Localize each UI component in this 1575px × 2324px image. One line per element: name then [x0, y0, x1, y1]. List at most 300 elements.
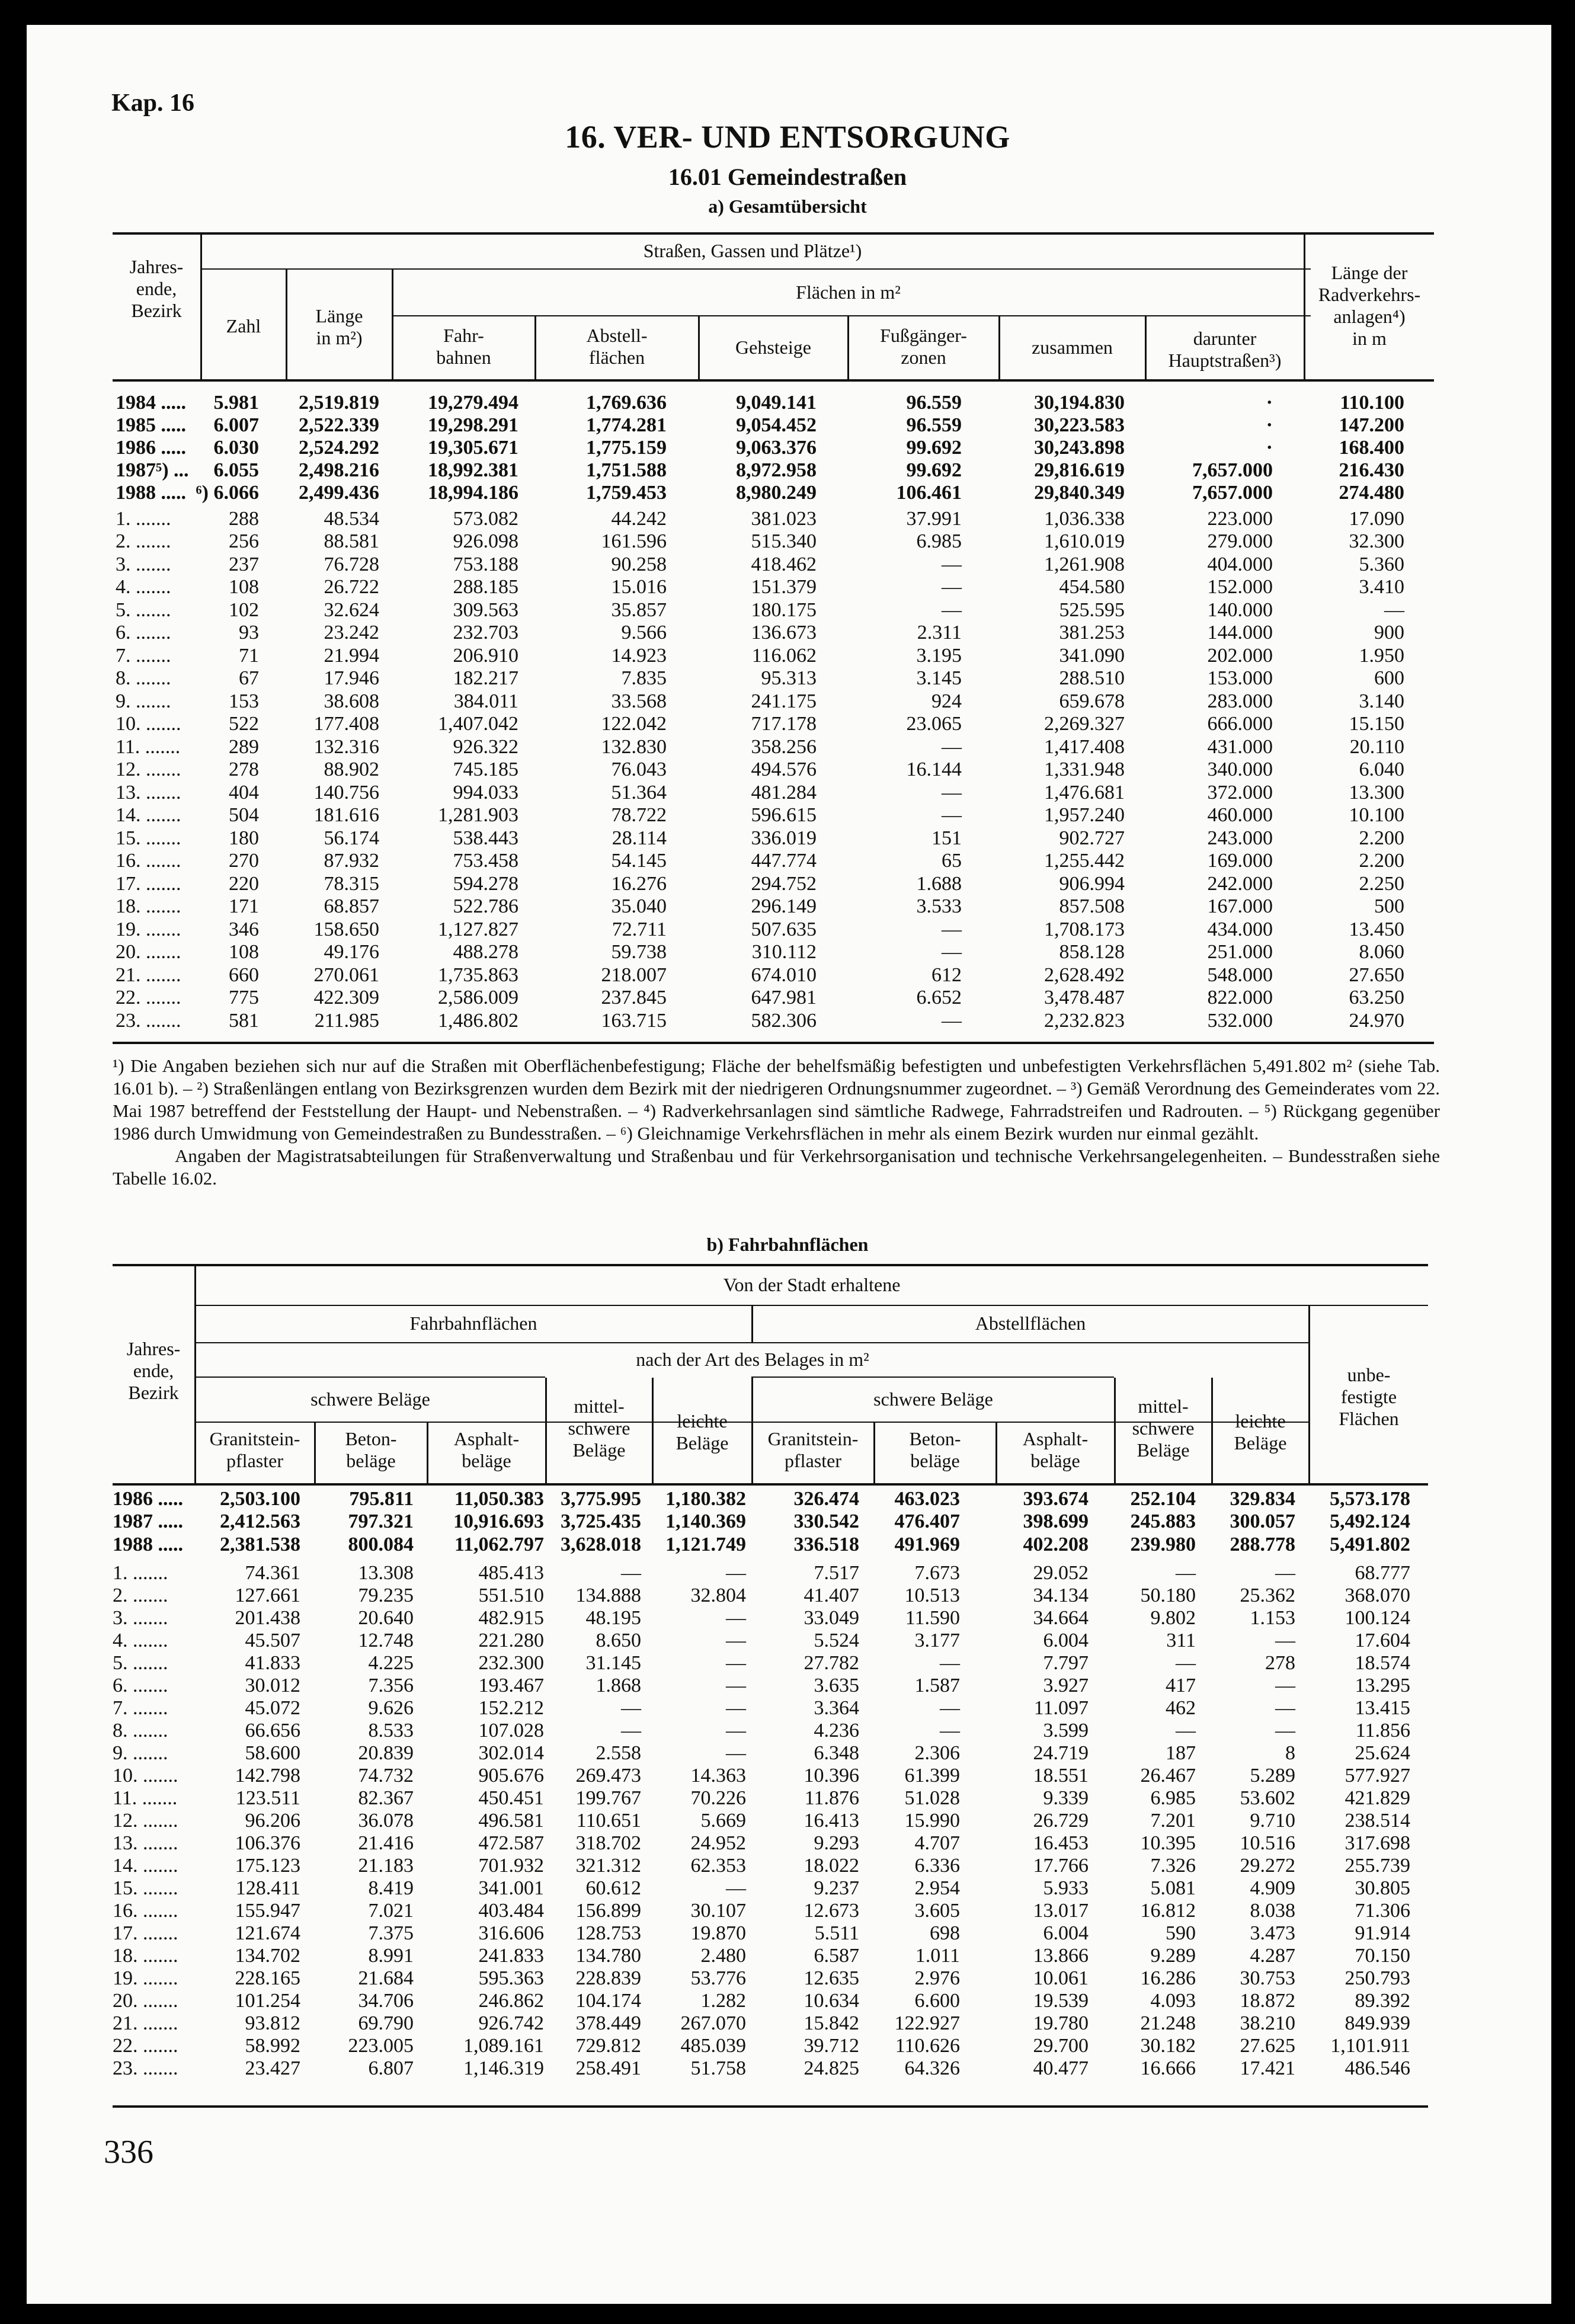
row-label: 1985 .....	[116, 414, 186, 436]
table-cell: 13.295	[1355, 1675, 1410, 1696]
table-row	[0, 507, 1575, 530]
table-cell: 288.185	[453, 576, 518, 598]
table-cell: 9.802	[1150, 1607, 1196, 1629]
table-cell: 393.674	[1023, 1488, 1089, 1510]
table-cell: ⁶) 6.066	[196, 482, 259, 504]
table-cell: 167.000	[1207, 895, 1273, 917]
table-cell: 16.276	[611, 873, 667, 895]
table-cell: 9,063.376	[736, 437, 817, 459]
table-cell: 18.551	[1033, 1765, 1089, 1787]
row-label: 14. .......	[113, 1855, 178, 1877]
table-cell: 4.236	[814, 1720, 859, 1742]
table-cell: 19.539	[1033, 1990, 1089, 2012]
table-cell: 6.336	[914, 1855, 960, 1877]
table-cell: 647.981	[751, 987, 817, 1009]
table-cell: 5.511	[814, 1922, 859, 1944]
table-cell: 434.000	[1207, 918, 1273, 940]
header-parking-areas: Abstellflächen	[975, 1313, 1086, 1334]
table-cell: 33.568	[611, 690, 667, 712]
table-cell: 106.376	[235, 1832, 300, 1854]
row-label: 9. .......	[113, 1742, 168, 1764]
table-cell: 187	[1166, 1742, 1196, 1764]
table-cell: 27.650	[1349, 964, 1404, 986]
table-row	[0, 553, 1575, 576]
table-cell: 18,994.186	[428, 482, 518, 504]
table-cell: 21.183	[358, 1855, 414, 1877]
table-cell: 278	[1265, 1652, 1295, 1674]
table-cell: 2,381.538	[220, 1534, 300, 1555]
table-cell: 660	[229, 964, 259, 986]
footnotes	[113, 1055, 1440, 1190]
table-cell: 27.782	[803, 1652, 859, 1674]
table-cell: 65	[942, 850, 962, 872]
table-cell: 6.985	[1150, 1787, 1196, 1809]
table-cell: 134.888	[575, 1584, 641, 1606]
row-label: 8. .......	[113, 1720, 168, 1742]
row-label: 2. .......	[116, 530, 171, 552]
table-cell: 171	[229, 895, 259, 917]
table-cell: 2.480	[700, 1945, 746, 1967]
table-cell: 460.000	[1207, 804, 1273, 826]
table-cell: 398.699	[1023, 1510, 1089, 1532]
table-cell: 1.153	[1250, 1607, 1295, 1629]
table-cell: 3.599	[1043, 1720, 1089, 1742]
table-cell: 30.753	[1240, 1967, 1295, 1989]
table-cell: 237	[229, 553, 259, 575]
table-cell: 177.408	[313, 713, 379, 735]
table-cell: 53.602	[1240, 1787, 1295, 1809]
table-cell: ·	[1266, 392, 1273, 414]
table-cell: 4.287	[1250, 1945, 1295, 1967]
table-cell: 20.839	[358, 1742, 414, 1764]
table-cell: 68.777	[1355, 1562, 1410, 1584]
table-cell: 491.969	[894, 1534, 960, 1555]
table-cell: 6.600	[914, 1990, 960, 2012]
table-cell: 8.038	[1250, 1900, 1295, 1922]
header-length: Länge in m²)	[315, 305, 363, 348]
table-cell: 11,050.383	[454, 1488, 544, 1510]
table-cell: 4.093	[1150, 1990, 1196, 2012]
table-cell: 74.732	[358, 1765, 414, 1787]
table-cell: 372.000	[1207, 782, 1273, 804]
table-cell: 147.200	[1339, 414, 1404, 436]
table-cell: —	[942, 941, 962, 963]
row-label: 22. .......	[113, 2035, 178, 2057]
table-cell: 3,628.018	[561, 1534, 641, 1555]
header-carriageway-areas: Fahrbahnflächen	[409, 1313, 537, 1334]
table-cell: 926.742	[478, 2012, 544, 2034]
table-cell: —	[942, 804, 962, 826]
table-cell: 4.225	[368, 1652, 414, 1674]
table-cell: 44.242	[611, 508, 667, 530]
table-cell: 582.306	[751, 1010, 817, 1032]
table-cell: 13.415	[1355, 1697, 1410, 1719]
row-label: 3. .......	[116, 553, 171, 575]
table-cell: 37.991	[906, 508, 962, 530]
table-cell: 994.033	[453, 782, 518, 804]
table-row	[0, 1533, 1575, 1556]
table-cell: 422.309	[313, 987, 379, 1009]
table-cell: 78.315	[324, 873, 379, 895]
table-cell: 140.756	[313, 782, 379, 804]
table-cell: 1,407.042	[438, 713, 518, 735]
table-cell: 316.606	[478, 1922, 544, 1944]
table-cell: 34.706	[358, 1990, 414, 2012]
table-cell: 279.000	[1207, 530, 1273, 552]
table-cell: 48.195	[585, 1607, 641, 1629]
table-cell: 590	[1166, 1922, 1196, 1944]
header-asphalt-2: Asphalt- beläge	[1022, 1428, 1089, 1471]
table-cell: 221.280	[478, 1630, 544, 1651]
table-cell: 6.030	[213, 437, 259, 459]
table-cell: 5.289	[1250, 1765, 1295, 1787]
table-cell: 6.652	[916, 987, 962, 1009]
table-cell: 64.326	[904, 2057, 960, 2079]
table-cell: —	[940, 1697, 960, 1719]
table-cell: 15.150	[1349, 713, 1404, 735]
table-cell: 30.012	[245, 1675, 300, 1696]
table-row	[0, 598, 1575, 622]
table-cell: 58.992	[245, 2035, 300, 2057]
table-cell: 2,522.339	[299, 414, 379, 436]
table-row	[0, 1009, 1575, 1032]
table-cell: 82.367	[358, 1787, 414, 1809]
table-cell: 1,261.908	[1044, 553, 1125, 575]
table-cell: —	[726, 1652, 746, 1674]
table-cell: 8	[1285, 1742, 1295, 1764]
table-cell: 2,269.327	[1044, 713, 1125, 735]
table-cell: 66.656	[245, 1720, 300, 1742]
table-cell: 140.000	[1207, 599, 1273, 621]
table-cell: 7.356	[368, 1675, 414, 1696]
table-row	[0, 1606, 1575, 1630]
table-cell: 121.674	[235, 1922, 300, 1944]
table-cell: 905.676	[478, 1765, 544, 1787]
header-parking: Abstell- flächen	[586, 325, 648, 368]
table-cell: 34.664	[1033, 1607, 1089, 1629]
table-cell: 5.360	[1359, 553, 1404, 575]
table-cell: 485.413	[478, 1562, 544, 1584]
table-cell: 110.651	[576, 1810, 641, 1832]
table-cell: 7.797	[1043, 1652, 1089, 1674]
table-cell: 90.258	[611, 553, 667, 575]
table-cell: 1,180.382	[665, 1488, 746, 1510]
row-label: 1986 .....	[113, 1488, 183, 1510]
table-cell: 10.516	[1240, 1832, 1295, 1854]
table-cell: 20.110	[1349, 736, 1404, 758]
table-cell: 252.104	[1130, 1488, 1196, 1510]
table-cell: 336.518	[793, 1534, 859, 1555]
table-cell: 462	[1166, 1697, 1196, 1719]
table-row	[0, 804, 1575, 827]
row-label: 19. .......	[113, 1967, 178, 1989]
table-cell: ·	[1266, 437, 1273, 459]
table-cell: 16.286	[1140, 1967, 1196, 1989]
table-cell: 404	[229, 782, 259, 804]
table-cell: 32.300	[1349, 530, 1404, 552]
row-label: 21. .......	[113, 2012, 178, 2034]
table-cell: —	[621, 1562, 641, 1584]
table-cell: 35.040	[611, 895, 667, 917]
table-cell: 238.514	[1344, 1810, 1410, 1832]
table-row	[0, 530, 1575, 553]
table-cell: 8.650	[596, 1630, 641, 1651]
table-cell: 93	[239, 622, 259, 644]
table-cell: 9,054.452	[736, 414, 817, 436]
table-row	[0, 621, 1575, 644]
table-cell: 3.195	[916, 645, 962, 667]
table-cell: 6.055	[213, 459, 259, 481]
table-cell: 1,127.827	[438, 918, 518, 940]
table-cell: 30.107	[690, 1900, 746, 1922]
footnote-text: ¹) Die Angaben beziehen sich nur auf die Straßen mit Oberflächenbefestigung; Fläche der behelfsmäßig befestigten und unbefestigten Verkehrsflächen 5,491.802 m² (siehe Tab. 16.01 b). – ²) Straßenlängen entlang von Bezirksgrenzen wurden dem Bezirk mit der niedrigeren Ordnungsnummer zugeordnet. – ³) Gemäß Verordnung des Gemeinderates vom 22. Mai 1987 betreffend der Feststellung der Haupt- und Nebenstraßen. – ⁴) Radverkehrsanlagen sind sämtliche Radwege, Fahrradstreifen und Radrouten. – ⁵) Rückgang gegenüber 1986 durch Umwidmung von Gemeindestraßen zu Bundesstraßen. – ⁶) Gleichnamige Verkehrsflächen in mehr als einem Bezirk wurden nur einmal gezählt.	[113, 1055, 1440, 1144]
header-by-surface-type: nach der Art des Belages in m²	[636, 1349, 869, 1370]
row-label: 7. .......	[116, 645, 171, 667]
section-a-title: a) Gesamtübersicht	[708, 196, 867, 217]
table-cell: 175.123	[235, 1855, 300, 1877]
table-cell: 2.250	[1359, 873, 1404, 895]
table-cell: 1,610.019	[1044, 530, 1125, 552]
table-cell: 19,279.494	[428, 392, 518, 414]
table-cell: 3,725.435	[561, 1510, 641, 1532]
table-cell: 9.566	[621, 622, 667, 644]
header-light-2: leichte Beläge	[1234, 1410, 1287, 1454]
table-cell: 18.022	[803, 1855, 859, 1877]
table-cell: 245.883	[1130, 1510, 1196, 1532]
table-cell: —	[942, 576, 962, 598]
row-label: 1988 .....	[116, 482, 186, 504]
table-cell: 30,223.583	[1034, 414, 1125, 436]
table-cell: 431.000	[1207, 736, 1273, 758]
table-cell: —	[621, 1697, 641, 1719]
table-cell: 76.043	[611, 758, 667, 780]
table-cell: 6.004	[1043, 1922, 1089, 1944]
row-label: 1. .......	[113, 1562, 168, 1584]
table-cell: 182.217	[453, 667, 518, 689]
table-cell: 8.060	[1359, 941, 1404, 963]
table-cell: 29,816.619	[1034, 459, 1125, 481]
table-cell: 1,775.159	[586, 437, 667, 459]
table-cell: 270	[229, 850, 259, 872]
table-cell: 181.616	[313, 804, 379, 826]
table-cell: 38.210	[1240, 2012, 1295, 2034]
table-cell: 3,478.487	[1044, 987, 1125, 1009]
table-cell: 32.624	[324, 599, 379, 621]
table-row	[0, 1742, 1575, 1765]
table-cell: 56.174	[324, 827, 379, 849]
table-cell: 88.902	[324, 758, 379, 780]
table-cell: 23.427	[245, 2057, 300, 2079]
table-cell: 201.438	[235, 1607, 300, 1629]
table-cell: 1,146.319	[463, 2057, 544, 2079]
table-row	[0, 1922, 1575, 1945]
table-row	[0, 1629, 1575, 1652]
table-cell: 21.248	[1140, 2012, 1196, 2034]
header-heavy-surfaces-2: schwere Beläge	[873, 1388, 993, 1410]
table-cell: 1,331.948	[1044, 758, 1125, 780]
table-row	[0, 1899, 1575, 1922]
table-cell: 161.596	[601, 530, 667, 552]
table-cell: 6.004	[1043, 1630, 1089, 1651]
table-cell: 6.007	[213, 414, 259, 436]
table-cell: 158.650	[313, 918, 379, 940]
table-cell: 36.078	[358, 1810, 414, 1832]
table-cell: 5,491.802	[1330, 1534, 1410, 1555]
table-cell: 99.692	[906, 437, 962, 459]
row-label: 1987 .....	[113, 1510, 183, 1532]
row-label: 18. .......	[113, 1945, 178, 1967]
table-cell: 153.000	[1207, 667, 1273, 689]
table-cell: 14.923	[611, 645, 667, 667]
table-b-bottom-rule	[113, 2105, 1428, 2108]
table-cell: 16.453	[1033, 1832, 1089, 1854]
table-cell: 16.812	[1140, 1900, 1196, 1922]
table-cell: 3.605	[914, 1900, 960, 1922]
table-cell: 12.673	[803, 1900, 859, 1922]
table-cell: 9.237	[814, 1877, 859, 1899]
row-label: 20. .......	[113, 1990, 178, 2012]
table-row	[0, 1510, 1575, 1533]
table-cell: 5.669	[700, 1810, 746, 1832]
table-cell: 10.396	[803, 1765, 859, 1787]
table-cell: 1,769.636	[586, 392, 667, 414]
table-cell: 26.722	[324, 576, 379, 598]
table-cell: 5.081	[1150, 1877, 1196, 1899]
header-count: Zahl	[226, 315, 261, 337]
header-main-roads: darunter Hauptstraßen³)	[1168, 328, 1282, 371]
table-cell: 76.728	[324, 553, 379, 575]
table-cell: ·	[1266, 414, 1273, 436]
table-cell: 9.289	[1150, 1945, 1196, 1967]
table-cell: 27.625	[1240, 2035, 1295, 2057]
table-cell: 61.399	[904, 1765, 960, 1787]
table-row	[0, 1854, 1575, 1877]
table-cell: 51.364	[611, 782, 667, 804]
table-cell: 25.624	[1355, 1742, 1410, 1764]
table-cell: 926.098	[453, 530, 518, 552]
table-cell: 45.507	[245, 1630, 300, 1651]
table-cell: 243.000	[1207, 827, 1273, 849]
table-cell: 481.284	[751, 782, 817, 804]
table-cell: 486.546	[1344, 2057, 1410, 2079]
table-cell: 12.748	[358, 1630, 414, 1651]
table-cell: 6.985	[916, 530, 962, 552]
row-label: 15. .......	[116, 827, 181, 849]
row-label: 7. .......	[113, 1697, 168, 1719]
table-cell: 797.321	[348, 1510, 414, 1532]
table-cell: 11.590	[905, 1607, 960, 1629]
row-label: 19. .......	[116, 918, 181, 940]
table-cell: 418.462	[751, 553, 817, 575]
table-cell: 11.856	[1355, 1720, 1410, 1742]
table-cell: 155.947	[235, 1900, 300, 1922]
table-row	[0, 781, 1575, 804]
table-cell: 24.719	[1033, 1742, 1089, 1764]
table-row	[0, 1967, 1575, 1990]
table-cell: 91.914	[1355, 1922, 1410, 1944]
table-row	[0, 1719, 1575, 1742]
table-cell: 71	[239, 645, 259, 667]
table-cell: 336.019	[751, 827, 817, 849]
table-row	[0, 895, 1575, 918]
table-cell: 246.862	[478, 1990, 544, 2012]
table-cell: 39.712	[803, 2035, 859, 2057]
row-label: 8. .......	[116, 667, 171, 689]
table-cell: 18.872	[1240, 1990, 1295, 2012]
table-cell: 800.084	[348, 1534, 414, 1555]
table-cell: 2,524.292	[299, 437, 379, 459]
table-cell: 3.364	[814, 1697, 859, 1719]
table-cell: 223.000	[1207, 508, 1273, 530]
row-label: 17. .......	[116, 873, 181, 895]
table-cell: 237.845	[601, 987, 667, 1009]
table-cell: 26.729	[1033, 1810, 1089, 1832]
table-cell: 1.587	[914, 1675, 960, 1696]
table-cell: 538.443	[453, 827, 518, 849]
table-cell: 122.927	[894, 2012, 960, 2034]
table-cell: 532.000	[1207, 1010, 1273, 1032]
table-cell: 107.028	[478, 1720, 544, 1742]
table-cell: 49.176	[324, 941, 379, 963]
table-cell: 496.581	[478, 1810, 544, 1832]
table-cell: 29,840.349	[1034, 482, 1125, 504]
table-cell: 136.673	[751, 622, 817, 644]
table-row	[0, 758, 1575, 781]
table-cell: 745.185	[453, 758, 518, 780]
table-cell: 1.868	[596, 1675, 641, 1696]
table-cell: 717.178	[751, 713, 817, 735]
table-cell: 30,194.830	[1034, 392, 1125, 414]
table-cell: 24.825	[803, 2057, 859, 2079]
table-cell: 68.857	[324, 895, 379, 917]
row-label: 15. .......	[113, 1877, 178, 1899]
table-cell: 72.711	[612, 918, 667, 940]
table-cell: 822.000	[1207, 987, 1273, 1009]
table-cell: —	[726, 1675, 746, 1696]
table-cell: 108	[229, 941, 259, 963]
table-cell: 288	[229, 508, 259, 530]
table-cell: 169.000	[1207, 850, 1273, 872]
header-granite-2: Granitstein- pflaster	[767, 1428, 859, 1471]
table-cell: —	[942, 918, 962, 940]
table-cell: 2.200	[1359, 827, 1404, 849]
table-cell: 163.715	[601, 1010, 667, 1032]
table-cell: 1,751.588	[586, 459, 667, 481]
table-cell: 156.899	[575, 1900, 641, 1922]
table-cell: 53.776	[690, 1967, 746, 1989]
table-cell: 525.595	[1059, 599, 1125, 621]
row-label: 4. .......	[116, 576, 171, 598]
table-cell: 142.798	[235, 1765, 300, 1787]
row-label: 23. .......	[113, 2057, 178, 2079]
row-label: 1. .......	[116, 508, 171, 530]
table-cell: 7,657.000	[1192, 482, 1273, 504]
row-label: 16. .......	[116, 850, 181, 872]
row-label: 10. .......	[113, 1765, 178, 1787]
table-cell: 74.361	[245, 1562, 300, 1584]
table-cell: 122.042	[601, 713, 667, 735]
table-row	[0, 1674, 1575, 1697]
table-cell: 294.752	[751, 873, 817, 895]
header-total: zusammen	[1032, 337, 1113, 358]
table-cell: 494.576	[751, 758, 817, 780]
table-cell: 48.534	[324, 508, 379, 530]
table-cell: 548.000	[1207, 964, 1273, 986]
table-cell: 3,775.995	[561, 1488, 641, 1510]
table-cell: 2,586.009	[438, 987, 518, 1009]
header-medium-1: mittel- schwere Beläge	[568, 1395, 630, 1461]
table-cell: 698	[930, 1922, 960, 1944]
